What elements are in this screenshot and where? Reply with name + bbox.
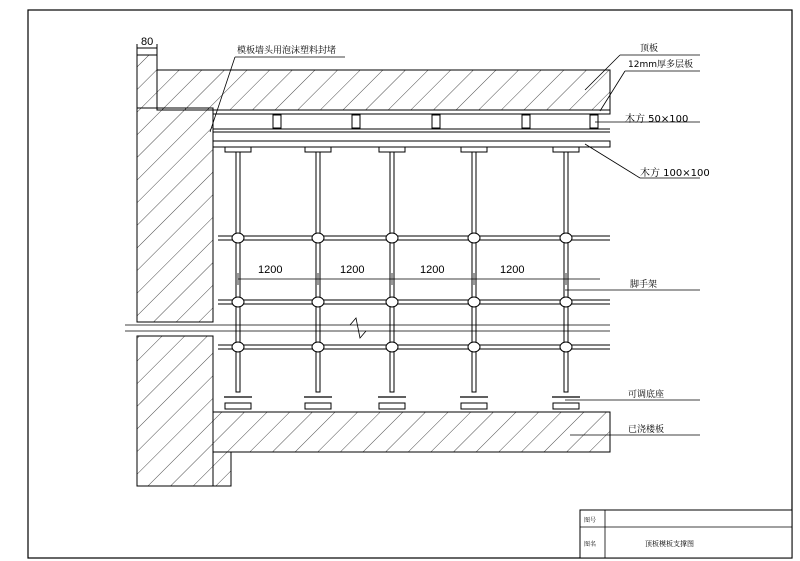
callout-scaffold: 脚手架 [630, 280, 658, 290]
callout-cast-floor: 已浇楼板 [628, 425, 665, 435]
scaffold-frame [218, 147, 610, 409]
post-1-coupler-2 [232, 297, 244, 307]
timber-50x100-row [273, 115, 598, 128]
post-1-base-plate [225, 403, 251, 409]
spacing-dim-2: 1200 [340, 264, 365, 276]
post-3-coupler-3 [386, 342, 398, 352]
post-3-coupler-2 [386, 297, 398, 307]
post-1 [236, 152, 240, 392]
title-block-row1-label: 图号 [584, 517, 597, 524]
timber-50x100-3 [432, 115, 440, 128]
post-3 [390, 152, 394, 392]
callout-slab-top: 顶板 [640, 44, 659, 54]
post-4-head [461, 147, 487, 152]
post-5-coupler-3 [560, 342, 572, 352]
cast-floor-slab [213, 412, 610, 486]
spacing-dimensions [238, 264, 600, 279]
spacing-dim-3: 1200 [420, 264, 445, 276]
top-slab [157, 70, 610, 110]
timber-50x100-2 [352, 115, 360, 128]
post-3-head [379, 147, 405, 152]
timber-50x100-5 [590, 115, 598, 128]
post-5-base-plate [553, 403, 579, 409]
post-4-coupler-3 [468, 342, 480, 352]
post-5 [564, 152, 568, 392]
concrete-wall [137, 55, 213, 486]
wall-cap-dim-text: 80 [141, 36, 154, 48]
drawing-name: 顶板模板支撑图 [645, 540, 694, 548]
post-5-coupler-2 [560, 297, 572, 307]
post-5-head [553, 147, 579, 152]
post-4 [472, 152, 476, 392]
title-block [580, 510, 792, 558]
callout-timber-50x100: 木方 50×100 [625, 114, 689, 125]
callout-plywood: 12mm厚多层板 [628, 60, 693, 70]
post-4-base-plate [461, 403, 487, 409]
post-5-coupler-1 [560, 233, 572, 243]
timber-50x100-4 [522, 115, 530, 128]
post-3-base-plate [379, 403, 405, 409]
timber-50x100-1 [273, 115, 281, 128]
post-2-coupler-1 [312, 233, 324, 243]
spacing-dim-4: 1200 [500, 264, 525, 276]
post-2 [316, 152, 320, 392]
post-2-coupler-2 [312, 297, 324, 307]
wall-cap-dimension [137, 36, 157, 55]
post-1-head [225, 147, 251, 152]
post-1-coupler-3 [232, 342, 244, 352]
spacing-dim-1: 1200 [258, 264, 283, 276]
timber-100x100-beam [213, 141, 610, 147]
callout-adjustable-base: 可调底座 [628, 390, 665, 400]
post-2-head [305, 147, 331, 152]
post-3-coupler-1 [386, 233, 398, 243]
post-2-base-plate [305, 403, 331, 409]
title-block-row2-label: 图名 [584, 541, 597, 548]
callout-timber-100x100: 木方 100×100 [640, 168, 710, 179]
post-4-coupler-1 [468, 233, 480, 243]
post-2-coupler-3 [312, 342, 324, 352]
post-4-coupler-2 [468, 297, 480, 307]
post-1-coupler-1 [232, 233, 244, 243]
callout-foam-seal: 模板墙头用泡沫塑料封堵 [237, 46, 337, 56]
